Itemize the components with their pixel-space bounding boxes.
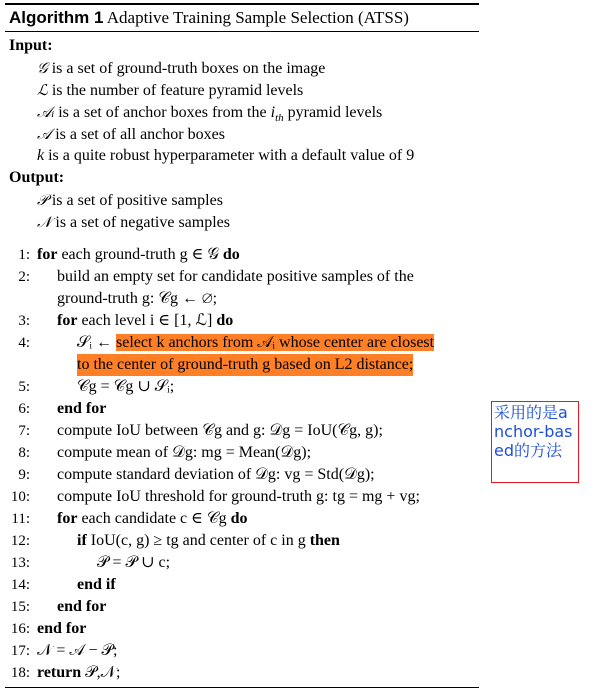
input-item: ℒ is the number of feature pyramid levels [37,81,304,99]
highlight: to the center of ground-truth g based on L2 distance; [77,354,413,376]
input-item: 𝒜 is a set of all anchor boxes [37,125,225,143]
input-item: k is a quite robust hyperparameter with a default value of 9 [37,147,415,164]
highlight: select k anchors from 𝒜ᵢ whose center are closest [116,334,435,351]
title-rule [5,31,479,32]
input-item: 𝒜ᵢ is a set of anchor boxes from the $i_{th}$ pyramid levels [37,103,383,125]
input-item: 𝒢 is a set of ground-truth boxes on the image [37,59,326,77]
output-item: 𝒫 is a set of positive samples [37,191,223,209]
annotation-note: 采用的是anchor-based的方法 [491,401,579,483]
bottom-rule [5,687,479,688]
output-item: 𝒩 is a set of negative samples [37,213,230,231]
output-heading: Output: [9,169,65,186]
input-heading: Input: [9,37,53,54]
algorithm-title [9,7,409,29]
algorithm-name: Adaptive Training Sample Selection (ATSS) [106,8,409,27]
algorithm-label: Algorithm 1 [9,8,104,27]
top-rule [5,3,479,5]
